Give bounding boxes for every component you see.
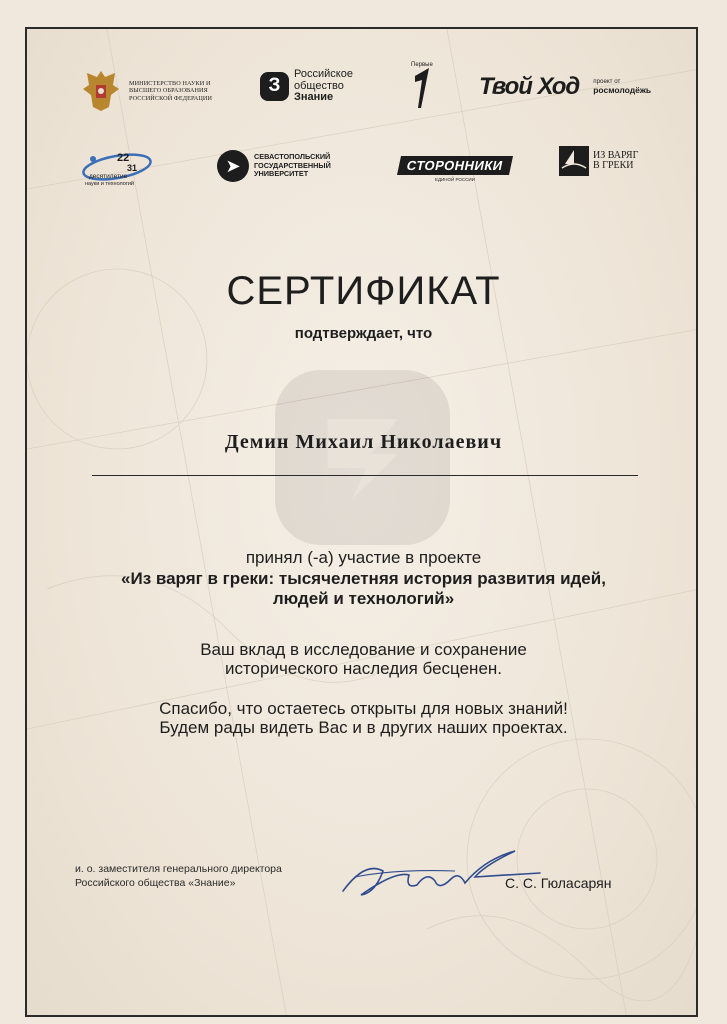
znanie-mark-icon: З: [260, 72, 289, 101]
izvaryag-ship-icon: [559, 146, 589, 176]
thanks-text: Спасибо, что остаетесь открыты для новых знаний! Будем рады видеть Вас и в других наших проектах.: [159, 699, 568, 737]
sevgu-logo: [217, 150, 331, 182]
decade-science-logo: [79, 147, 155, 187]
signatory-role: и. о. заместителя генерального директора Российского общества «Знание»: [75, 863, 282, 889]
znanie-watermark-icon: [275, 370, 450, 545]
name-underline: [92, 475, 638, 476]
handwritten-signature: [335, 841, 545, 905]
ministry-name: МИНИСТЕРСТВО НАУКИ И ВЫСШЕГО ОБРАЗОВАНИЯ РОССИЙСКОЙ ФЕДЕРАЦИИ: [129, 79, 213, 102]
svg-text:науки и технологий: науки и технологий: [85, 181, 134, 187]
znanie-text: Российское общество Знание: [294, 68, 353, 103]
contribution-text: Ваш вклад в исследование и сохранение исторического наследия бесценен.: [200, 640, 527, 678]
tvoyhod-subtitle: проект от росмолодёжь: [593, 78, 652, 95]
pervye-1-icon: [411, 68, 433, 108]
pervye-logo: [411, 62, 433, 108]
svg-text:31: 31: [127, 163, 138, 173]
confirms-text: подтверждает, что: [294, 325, 433, 342]
participation-text: принял (-а) участие в проекте: [245, 548, 482, 567]
recipient-name: Демин Михаил Николаевич: [224, 431, 503, 453]
certificate-frame: [25, 27, 698, 1017]
certificate-title: СЕРТИФИКАТ: [226, 269, 501, 313]
izvaryag-name: ИЗ ВАРЯГ В ГРЕКИ: [593, 150, 639, 171]
decade-science-icon: [79, 147, 155, 187]
project-name: «Из варяг в греки: тысячелетняя история развития идей, людей и технологий»: [121, 569, 606, 608]
pervye-label: Первые: [411, 62, 433, 68]
storonniki-subtitle: ЕДИНОЙ РОССИИ: [434, 177, 475, 182]
znanie-logo: [260, 69, 353, 104]
signatory-name: С. С. Гюласарян: [505, 875, 612, 891]
svg-text:десятилетие: десятилетие: [89, 173, 128, 180]
sevgu-arrow-icon: ➤: [217, 150, 249, 182]
sevgu-name: СЕВАСТОПОЛЬСКИЙ ГОСУДАРСТВЕННЫЙ УНИВЕРСИТЕТ: [254, 152, 331, 179]
coat-of-arms-icon: [79, 67, 123, 115]
ministry-logo: [79, 67, 239, 115]
storonniki-logo: [399, 156, 511, 182]
tvoyhod-title: Твой Ход: [479, 73, 580, 100]
svg-text:22: 22: [117, 152, 130, 164]
izvaryag-logo: [559, 146, 638, 176]
tvoyhod-logo: [479, 73, 651, 101]
storonniki-title: СТОРОННИКИ: [397, 156, 513, 175]
